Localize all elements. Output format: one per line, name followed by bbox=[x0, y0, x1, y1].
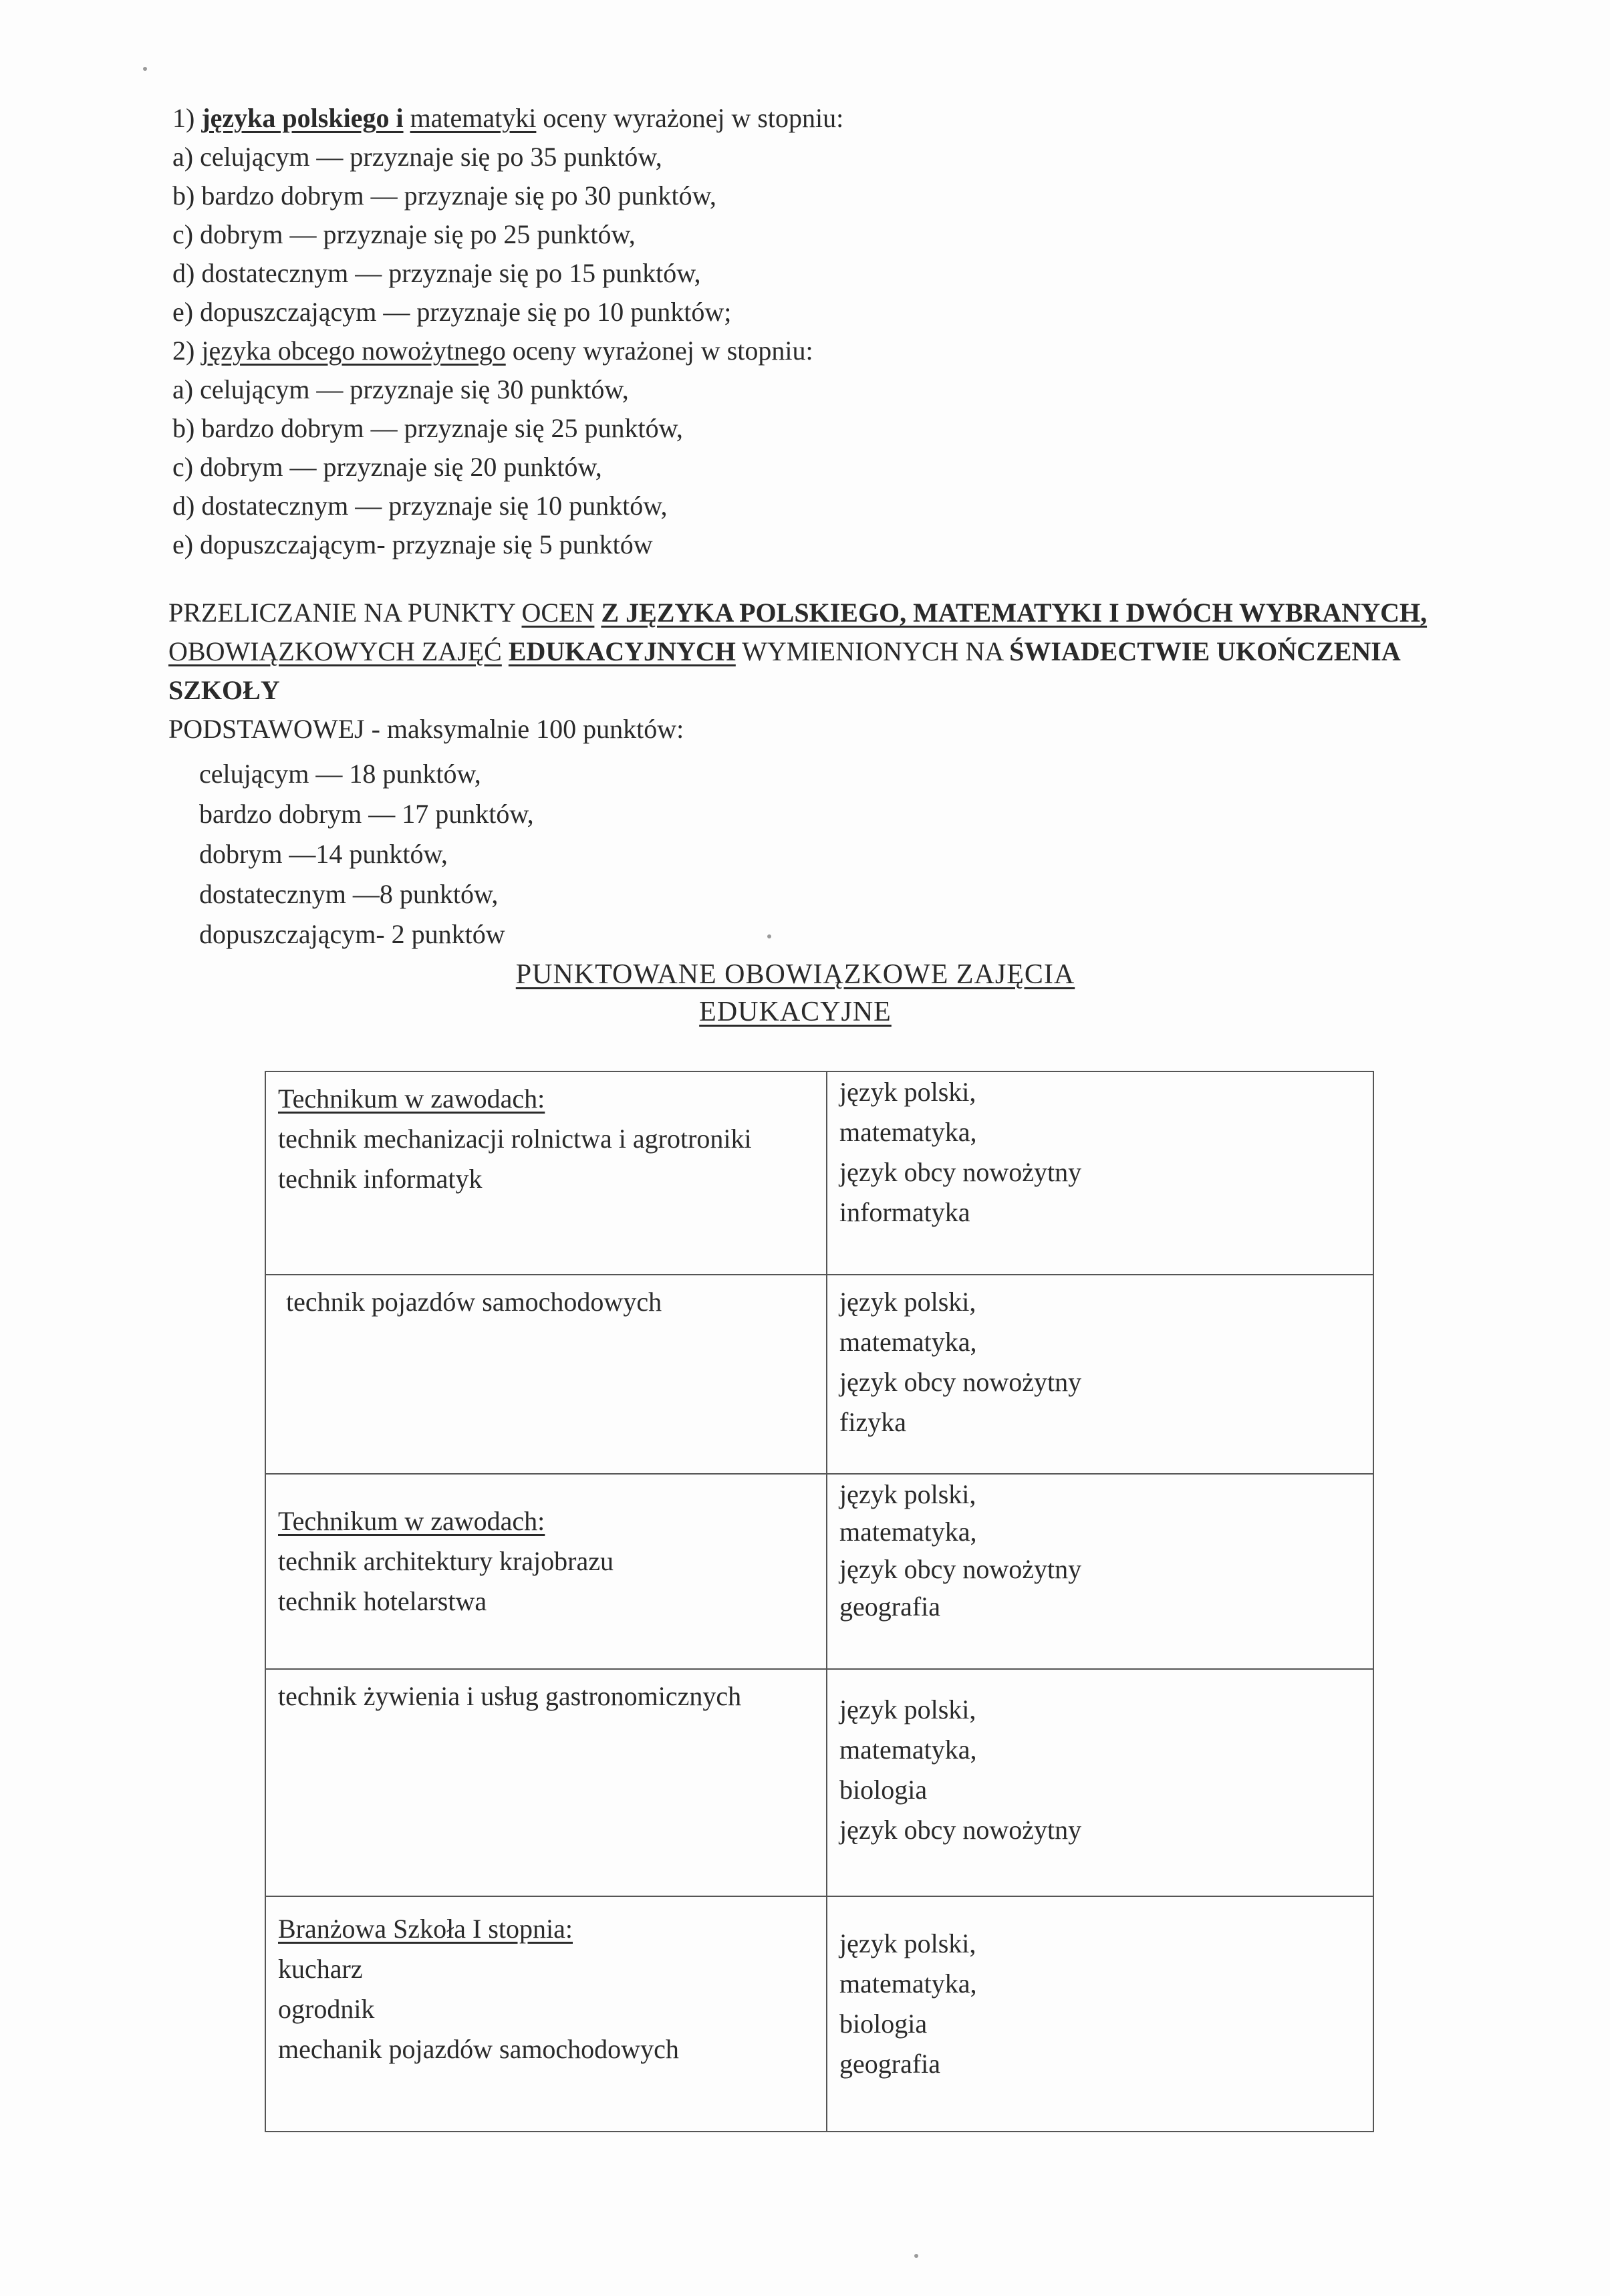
profession-item: technik mechanizacji rolnictwa i agrotroniki bbox=[278, 1124, 752, 1154]
conversion-text: WYMIENIONYCH NA bbox=[742, 636, 1003, 666]
scan-speck bbox=[143, 67, 147, 71]
subject-item: język polski, bbox=[839, 1479, 976, 1509]
subjects-cell bbox=[827, 1275, 1373, 1474]
conversion-line-4: PODSTAWOWEJ - maksymalnie 100 punktów: bbox=[168, 714, 684, 744]
section2-item: b) bardzo dobrym — przyznaje się 25 punktów, bbox=[172, 413, 683, 443]
conversion-text-underlined: OBOWIĄZKOWYCH ZAJĘĆ bbox=[168, 636, 502, 666]
conversion-line-3: SZKOŁY bbox=[168, 675, 280, 705]
section2-heading-rest: oceny wyrażonej w stopniu: bbox=[512, 336, 813, 366]
section1-number: 1) bbox=[172, 103, 195, 133]
conversion-text-bold: Z JĘZYKA POLSKIEGO, MATEMATYKI I DWÓCH WYBRANYCH, bbox=[601, 598, 1428, 628]
subject-item: geografia bbox=[839, 1591, 941, 1622]
conversion-text-bold: EDUKACYJNYCH bbox=[508, 636, 736, 666]
profession-cell bbox=[265, 1669, 827, 1896]
subject-item: biologia bbox=[839, 1775, 928, 1805]
scan-speck bbox=[767, 934, 771, 938]
section1-subject: matematyki bbox=[410, 103, 537, 133]
subject-item: język polski, bbox=[839, 1928, 976, 1958]
section1-heading bbox=[172, 99, 843, 138]
subjects-cell bbox=[827, 1669, 1373, 1896]
scan-speck bbox=[914, 2254, 918, 2258]
subject-item: język obcy nowożytny bbox=[839, 1157, 1082, 1187]
conversion-line-2 bbox=[168, 632, 1545, 671]
table-row bbox=[265, 1071, 1373, 1275]
section1-heading-rest: oceny wyrażonej w stopniu: bbox=[543, 103, 844, 133]
profession-item: technik pojazdów samochodowych bbox=[286, 1287, 662, 1317]
conversion-text-bold: ŚWIADECTWIE UKOŃCZENIA bbox=[1009, 636, 1401, 666]
conversion-grade-item: dobrym —14 punktów, bbox=[199, 839, 448, 869]
table-heading-line: PUNKTOWANE OBOWIĄZKOWE ZAJĘCIA bbox=[515, 959, 1075, 990]
table-row bbox=[265, 1474, 1373, 1669]
section2-heading bbox=[172, 332, 843, 370]
section1-item: d) dostatecznym — przyznaje się po 15 punktów, bbox=[172, 258, 701, 288]
conversion-grade-item: celującym — 18 punktów, bbox=[199, 759, 481, 789]
subject-item: język polski, bbox=[839, 1694, 976, 1725]
section1-item: a) celującym — przyznaje się po 35 punktów, bbox=[172, 142, 662, 172]
profession-item: technik informatyk bbox=[278, 1164, 483, 1194]
section2-item: d) dostatecznym — przyznaje się 10 punktów, bbox=[172, 491, 668, 521]
subject-item: matematyka, bbox=[839, 1968, 977, 1999]
subject-item: matematyka, bbox=[839, 1327, 977, 1357]
conversion-paragraph bbox=[168, 594, 1545, 749]
conversion-grade-item: bardzo dobrym — 17 punktów, bbox=[199, 799, 534, 829]
section1-subject-bold: języka polskiego i bbox=[201, 103, 404, 133]
conversion-grades-list bbox=[199, 754, 534, 954]
grading-list bbox=[172, 99, 843, 564]
section1-item: b) bardzo dobrym — przyznaje się po 30 punktów, bbox=[172, 180, 716, 211]
section1-item: c) dobrym — przyznaje się po 25 punktów, bbox=[172, 219, 636, 249]
section2-item: c) dobrym — przyznaje się 20 punktów, bbox=[172, 452, 602, 482]
subject-item: język polski, bbox=[839, 1077, 976, 1107]
table-row bbox=[265, 1275, 1373, 1474]
profession-cell bbox=[265, 1474, 827, 1669]
subject-item: matematyka, bbox=[839, 1517, 977, 1547]
conversion-text: PRZELICZANIE NA PUNKTY bbox=[168, 598, 515, 628]
subject-item: biologia bbox=[839, 2009, 928, 2039]
profession-item: technik architektury krajobrazu bbox=[278, 1546, 614, 1576]
subject-item: język obcy nowożytny bbox=[839, 1367, 1082, 1397]
subject-item: matematyka, bbox=[839, 1117, 977, 1147]
section2-number: 2) bbox=[172, 336, 195, 366]
school-type-label: Technikum w zawodach: bbox=[278, 1083, 545, 1114]
section2-item: a) celującym — przyznaje się 30 punktów, bbox=[172, 374, 629, 404]
profession-cell bbox=[265, 1071, 827, 1275]
subjects-cell bbox=[827, 1474, 1373, 1669]
school-type-label: Branżowa Szkoła I stopnia: bbox=[278, 1914, 573, 1944]
table-heading bbox=[468, 956, 1123, 1031]
section2-item: e) dopuszczającym- przyznaje się 5 punktów bbox=[172, 529, 653, 559]
conversion-line-1 bbox=[168, 594, 1545, 632]
profession-cell bbox=[265, 1275, 827, 1474]
subjects-table bbox=[265, 1071, 1374, 2132]
subject-item: geografia bbox=[839, 2049, 941, 2079]
profession-item: kucharz bbox=[278, 1954, 363, 1984]
profession-cell bbox=[265, 1896, 827, 2132]
subjects-cell bbox=[827, 1896, 1373, 2132]
subject-item: język polski, bbox=[839, 1287, 976, 1317]
table-heading-line: EDUKACYJNE bbox=[699, 997, 892, 1027]
subject-item: fizyka bbox=[839, 1407, 906, 1437]
subject-item: język obcy nowożytny bbox=[839, 1815, 1082, 1845]
conversion-grade-item: dopuszczającym- 2 punktów bbox=[199, 919, 505, 949]
profession-item: technik hotelarstwa bbox=[278, 1586, 487, 1616]
subject-item: język obcy nowożytny bbox=[839, 1554, 1082, 1584]
subject-item: matematyka, bbox=[839, 1735, 977, 1765]
subject-item: informatyka bbox=[839, 1197, 970, 1227]
conversion-text-underlined: OCEN bbox=[521, 598, 595, 628]
section2-subject: języka obcego nowożytnego bbox=[201, 336, 506, 366]
profession-item: technik żywienia i usług gastronomicznych bbox=[278, 1681, 742, 1711]
school-type-label: Technikum w zawodach: bbox=[278, 1506, 545, 1536]
table-row bbox=[265, 1669, 1373, 1896]
section1-item: e) dopuszczającym — przyznaje się po 10 punktów; bbox=[172, 297, 732, 327]
profession-item: ogrodnik bbox=[278, 1994, 375, 2024]
conversion-grade-item: dostatecznym —8 punktów, bbox=[199, 879, 499, 909]
profession-item: mechanik pojazdów samochodowych bbox=[278, 2034, 679, 2064]
subjects-cell bbox=[827, 1071, 1373, 1275]
table-row bbox=[265, 1896, 1373, 2132]
